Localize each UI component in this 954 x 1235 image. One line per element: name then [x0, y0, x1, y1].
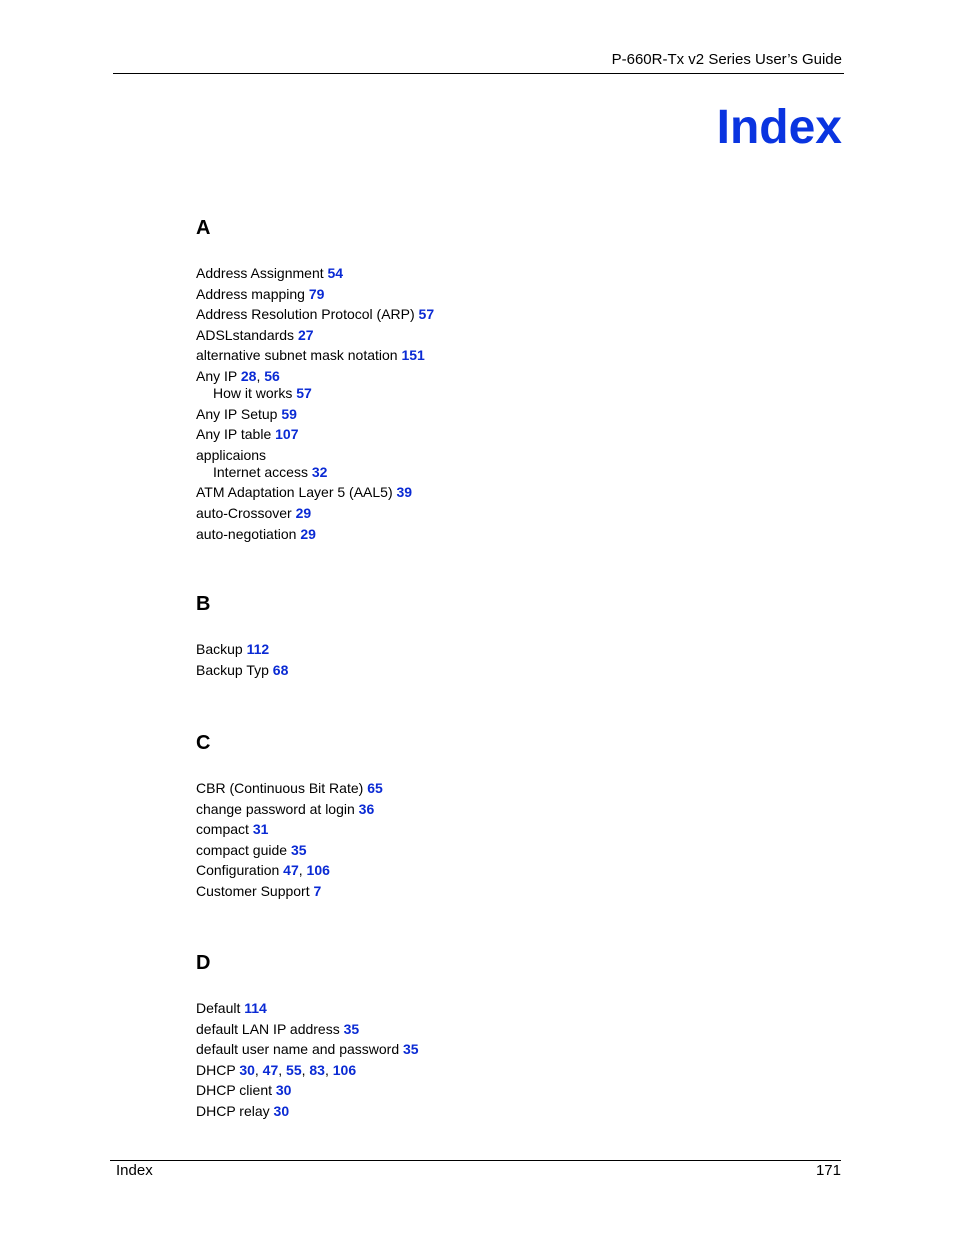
footer-page-number: 171	[815, 1162, 841, 1179]
page-reference-link[interactable]: 59	[281, 405, 297, 422]
page-ref-separator: ,	[256, 367, 265, 384]
page-reference-link[interactable]: 35	[403, 1041, 419, 1058]
page-reference-link[interactable]: 56	[264, 367, 280, 384]
index-entry	[196, 862, 383, 879]
index-entry	[196, 1103, 419, 1120]
index-entry	[196, 883, 383, 900]
index-term: Internet access	[213, 463, 308, 480]
page-reference-link[interactable]: 68	[272, 661, 289, 678]
index-list-a	[196, 265, 434, 543]
index-term: DHCP client	[196, 1082, 272, 1099]
index-term: ATM Adaptation Layer 5 (AAL5)	[196, 484, 393, 501]
index-term: DHCP relay	[196, 1102, 270, 1119]
page-ref-separator: ,	[324, 1061, 333, 1078]
index-list-b	[196, 641, 288, 679]
index-term: Backup Typ	[196, 661, 269, 678]
index-entry	[196, 347, 434, 364]
page-reference-link[interactable]: 36	[358, 800, 375, 817]
page-ref-separator: ,	[278, 1061, 287, 1078]
index-entry	[196, 662, 288, 679]
page-reference-link[interactable]: 7	[313, 882, 322, 899]
page-reference-link[interactable]: 47	[262, 1061, 279, 1078]
header-rule	[113, 73, 844, 74]
index-term: DHCP	[196, 1061, 236, 1078]
index-term: auto-Crossover	[196, 504, 292, 521]
page-reference-link[interactable]: 27	[297, 326, 314, 343]
page-reference-link[interactable]: 106	[332, 1061, 357, 1078]
page-reference-link[interactable]: 114	[244, 1000, 267, 1016]
page-reference-link[interactable]: 39	[396, 484, 413, 501]
index-entry	[196, 1062, 419, 1079]
section-letter-b: B	[196, 593, 211, 615]
index-term: Any IP Setup	[196, 405, 278, 422]
index-entry	[196, 286, 434, 303]
index-entry	[196, 1041, 419, 1058]
page-reference-link[interactable]: 57	[296, 384, 312, 401]
index-entry	[196, 821, 383, 838]
page-reference-link[interactable]: 35	[343, 1020, 360, 1037]
index-entry	[196, 368, 434, 385]
index-term: default user name and password	[196, 1041, 400, 1058]
index-term: CBR (Continuous Bit Rate)	[196, 780, 364, 796]
index-entry	[196, 780, 383, 797]
index-term: Address Assignment	[196, 265, 324, 281]
footer-section-name: Index	[116, 1162, 153, 1179]
index-term: compact	[196, 821, 249, 838]
index-term: change password at login	[196, 800, 355, 817]
page-reference-link[interactable]: 47	[283, 862, 299, 879]
page-reference-link[interactable]: 35	[290, 841, 307, 858]
footer-rule	[110, 1160, 841, 1161]
page-reference-link[interactable]: 30	[239, 1061, 255, 1078]
index-list-d	[196, 1000, 419, 1120]
index-term: applicaions	[196, 446, 267, 463]
index-entry	[196, 447, 434, 464]
page-reference-link[interactable]: 107	[275, 426, 299, 443]
section-letter-d: D	[196, 952, 211, 974]
page-reference-link[interactable]: 30	[273, 1102, 290, 1119]
index-entry	[196, 426, 434, 443]
page-ref-separator: ,	[254, 1061, 263, 1078]
header-title: P-660R-Tx v2 Series User’s Guide	[611, 51, 842, 68]
index-list-c	[196, 780, 383, 900]
page-ref-separator: ,	[301, 1061, 310, 1078]
index-term: Configuration	[196, 862, 280, 879]
index-entry	[196, 306, 434, 323]
section-letter-c: C	[196, 732, 211, 754]
page-reference-link[interactable]: 79	[308, 285, 325, 302]
page-reference-link[interactable]: 31	[252, 821, 269, 838]
page-ref-separator: ,	[298, 862, 307, 879]
index-term: ADSLstandards	[196, 326, 295, 343]
index-entry	[196, 265, 434, 282]
page-reference-link[interactable]: 57	[418, 306, 435, 323]
index-entry	[196, 327, 434, 344]
index-term: Backup	[196, 641, 243, 657]
index-entry	[196, 1021, 419, 1038]
index-entry	[196, 801, 383, 818]
index-term: Any IP table	[196, 426, 272, 443]
index-term: default LAN IP address	[196, 1020, 340, 1037]
page-reference-link[interactable]: 29	[300, 525, 316, 542]
index-term: alternative subnet mask notation	[196, 347, 398, 364]
page-reference-link[interactable]: 29	[295, 504, 312, 521]
index-entry	[196, 842, 383, 859]
index-term: Default	[196, 1000, 241, 1016]
index-term: auto-negotiation	[196, 525, 297, 542]
index-entry	[196, 1082, 419, 1099]
index-entry	[196, 484, 434, 501]
index-subentry	[196, 385, 434, 402]
index-term: compact guide	[196, 841, 288, 858]
page-reference-link[interactable]: 30	[275, 1082, 292, 1099]
index-term: Any IP	[196, 367, 237, 384]
index-term: Address Resolution Protocol (ARP)	[196, 306, 415, 323]
index-entry	[196, 505, 434, 522]
index-entry	[196, 526, 434, 543]
page-reference-link[interactable]: 112	[246, 641, 270, 657]
index-entry	[196, 406, 434, 423]
index-term: Customer Support	[196, 882, 310, 899]
page-title: Index	[716, 101, 842, 154]
index-term: How it works	[213, 384, 293, 401]
page-reference-link[interactable]: 65	[367, 780, 383, 796]
index-subentry	[196, 464, 434, 481]
page-reference-link[interactable]: 54	[327, 265, 344, 281]
index-entry	[196, 641, 288, 658]
index-term: Address mapping	[196, 285, 305, 302]
section-letter-a: A	[196, 217, 211, 239]
page-reference-link[interactable]: 28	[240, 367, 257, 384]
index-entry	[196, 1000, 419, 1017]
page-reference-link[interactable]: 55	[286, 1061, 302, 1078]
page-reference-link[interactable]: 32	[311, 463, 328, 480]
page-reference-link[interactable]: 83	[309, 1061, 325, 1078]
page-reference-link[interactable]: 106	[306, 862, 330, 879]
page-reference-link[interactable]: 151	[401, 347, 425, 364]
